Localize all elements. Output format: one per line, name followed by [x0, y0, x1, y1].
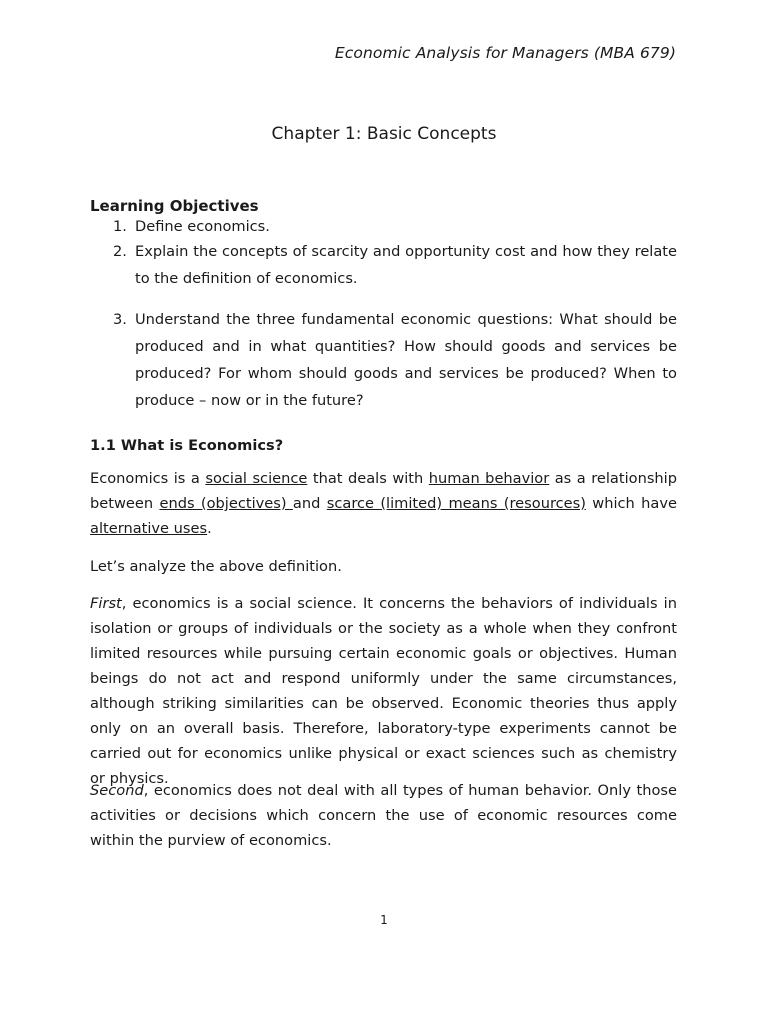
section-heading: 1.1 What is Economics?: [90, 437, 284, 454]
term-ends: ends (objectives): [159, 495, 293, 512]
learning-objectives-heading: Learning Objectives: [90, 197, 259, 215]
definition-text: .: [207, 520, 212, 537]
term-human-behavior: human behavior: [428, 470, 550, 487]
list-item-text: Define economics.: [135, 218, 270, 235]
analyze-paragraph: Let’s analyze the above definition.: [90, 558, 342, 575]
list-item-number: 1.: [113, 218, 127, 235]
second-body: , economics does not deal with all types of human behavior. Only those activities or decisions which concern the use of economic resources come within the purview of economics.: [90, 782, 677, 849]
first-paragraph: [90, 591, 677, 791]
learning-objectives-list: [113, 216, 677, 414]
second-lead: Second: [90, 782, 144, 799]
first-body: , economics is a social science. It concerns the behaviors of individuals in isolation or groups of individuals or the society as a whole when they confront limited resources while pursuing certain economic goals or objectives. Human beings do not act and respond uniformly under the same circumstances, although striking similarities can be observed. Economic theories thus apply only on an overall basis. Therefore, laboratory-type experiments cannot be carried out for economics unlike physical or exact sciences such as chemistry or physics.: [90, 595, 677, 787]
term-social-science: social science: [205, 470, 308, 487]
first-lead: First: [90, 595, 122, 612]
term-scarce-means: scarce (limited) means (resources): [326, 495, 586, 512]
chapter-title: Chapter 1: Basic Concepts: [271, 124, 497, 144]
list-item-number: 2.: [113, 243, 127, 260]
term-alternative-uses: alternative uses: [90, 520, 208, 537]
running-header: Economic Analysis for Managers (MBA 679): [334, 44, 676, 62]
definition-text: and: [292, 495, 327, 512]
list-item: [113, 216, 677, 238]
definition-text: as a relationship between: [90, 470, 677, 512]
list-item-text: Explain the concepts of scarcity and opportunity cost and how they relate to the definition of economics.: [135, 243, 677, 287]
definition-text: that deals with: [307, 470, 429, 487]
second-paragraph: [90, 778, 677, 853]
definition-text: which have: [585, 495, 677, 512]
list-item-text: Understand the three fundamental economic questions: What should be produced and in what quantities? How should goods and services be produced? For whom should goods and services be produced? When to produce – now or in the future?: [135, 311, 677, 409]
list-item: [113, 238, 677, 292]
list-item-number: 3.: [113, 311, 127, 328]
definition-paragraph: [90, 466, 677, 541]
definition-text: Economics is a: [90, 470, 206, 487]
page-number: 1: [380, 913, 388, 927]
list-item: [113, 306, 677, 414]
